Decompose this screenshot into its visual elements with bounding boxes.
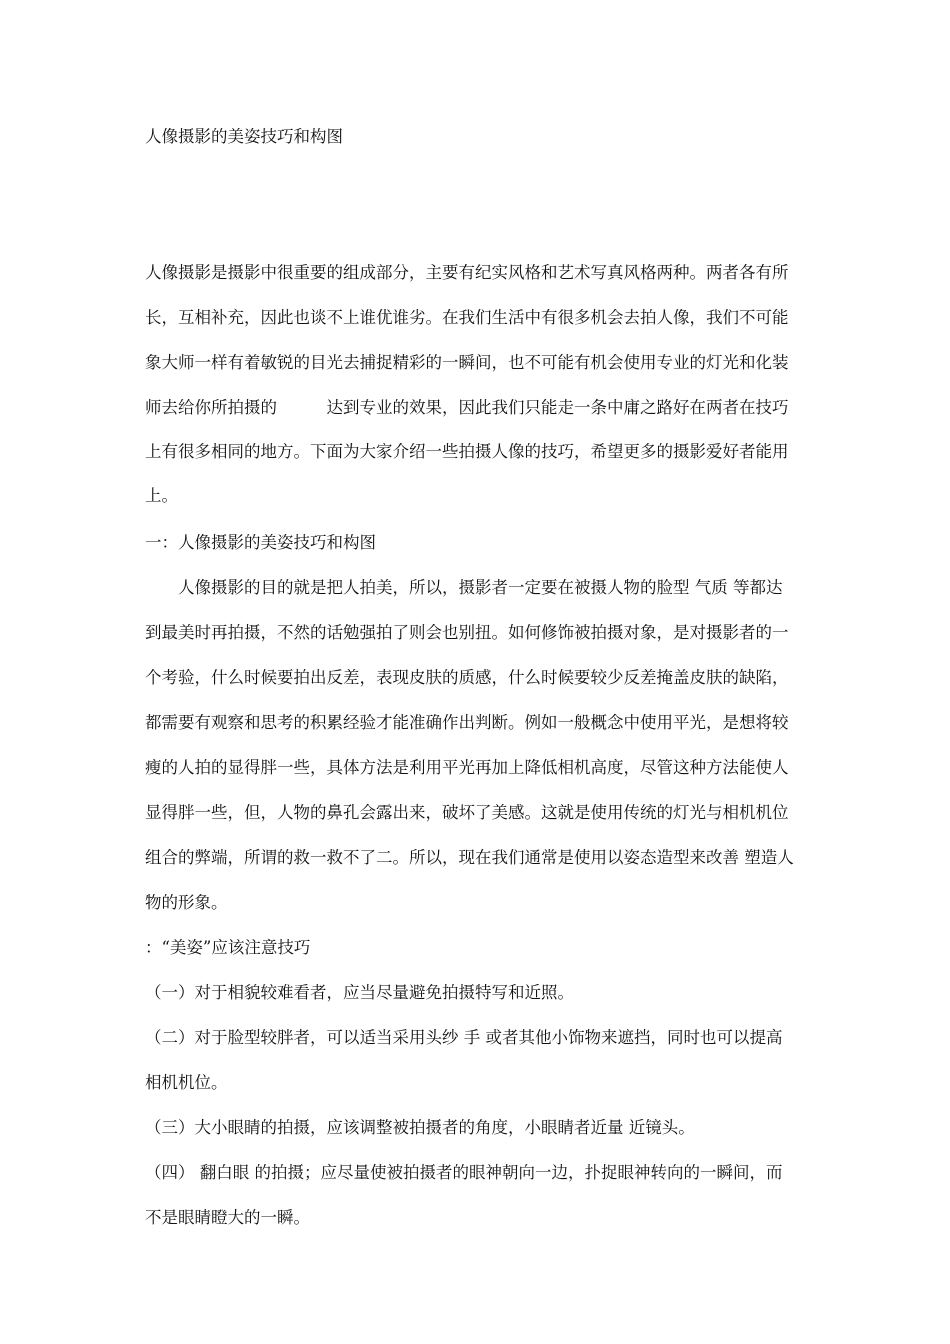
intro-line: 长，互相补充，因此也谈不上谁优谁劣。在我们生活中有很多机会去拍人像，我们不可能 — [145, 308, 789, 327]
intro-line: 人像摄影是摄影中很重要的组成部分，主要有纪实风格和艺术写真风格两种。两者各有所 — [145, 263, 789, 282]
intro-line: 上。 — [145, 486, 178, 505]
section-heading: 一：人像摄影的美姿技巧和构图 — [145, 533, 376, 552]
tip-line: （二）对于脸型较胖者，可以适当采用头纱 手 或者其他小饰物来遮挡，同时也可以提高 — [145, 1028, 783, 1047]
intro-line: 师去给你所拍摄的 达到专业的效果，因此我们只能走一条中庸之路好在两者在技巧 — [145, 398, 789, 417]
section-line: 个考验，什么时候要拍出反差，表现皮肤的质感，什么时候要较少反差掩盖皮肤的缺陷， — [145, 668, 789, 687]
section-line: 物的形象。 — [145, 893, 228, 912]
section-line: 瘦的人拍的显得胖一些，具体方法是利用平光再加上降低相机高度，尽管这种方法能使人 — [145, 758, 789, 777]
intro-line: 上有很多相同的地方。下面为大家介绍一些拍摄人像的技巧，希望更多的摄影爱好者能用 — [145, 442, 789, 461]
section-line: 显得胖一些，但，人物的鼻孔会露出来，破坏了美感。这就是使用传统的灯光与相机机位 — [145, 803, 789, 822]
section-line: 都需要有观察和思考的积累经验才能准确作出判断。例如一般概念中使用平光，是想将较 — [145, 713, 789, 732]
tip-line: （一）对于相貌较难看者，应当尽量避免拍摄特写和近照。 — [145, 983, 574, 1002]
tip-line: （四） 翻白眼 的拍摄；应尽量使被拍摄者的眼神朝向一边，扑捉眼神转向的一瞬间，而 — [145, 1163, 783, 1182]
section-line: 人像摄影的目的就是把人拍美，所以，摄影者一定要在被摄人物的脸型 气质 等都达 — [145, 578, 783, 597]
section-line: 组合的弊端，所谓的救一救不了二。所以，现在我们通常是使用以姿态造型来改善 塑造人 — [145, 848, 794, 867]
page-title: 人像摄影的美姿技巧和构图 — [145, 127, 343, 146]
tip-line: 不是眼睛瞪大的一瞬。 — [145, 1208, 310, 1227]
intro-line: 象大师一样有着敏锐的目光去捕捉精彩的一瞬间，也不可能有机会使用专业的灯光和化装 — [145, 353, 789, 372]
tip-line: （三）大小眼睛的拍摄，应该调整被拍摄者的角度，小眼睛者近量 近镜头。 — [145, 1118, 695, 1137]
tip-line: 相机机位。 — [145, 1073, 228, 1092]
section-line: 到最美时再拍摄，不然的话勉强拍了则会也别扭。如何修饰被拍摄对象，是对摄影者的一 — [145, 623, 789, 642]
subheading: ：“美姿”应该注意技巧 — [145, 938, 311, 957]
